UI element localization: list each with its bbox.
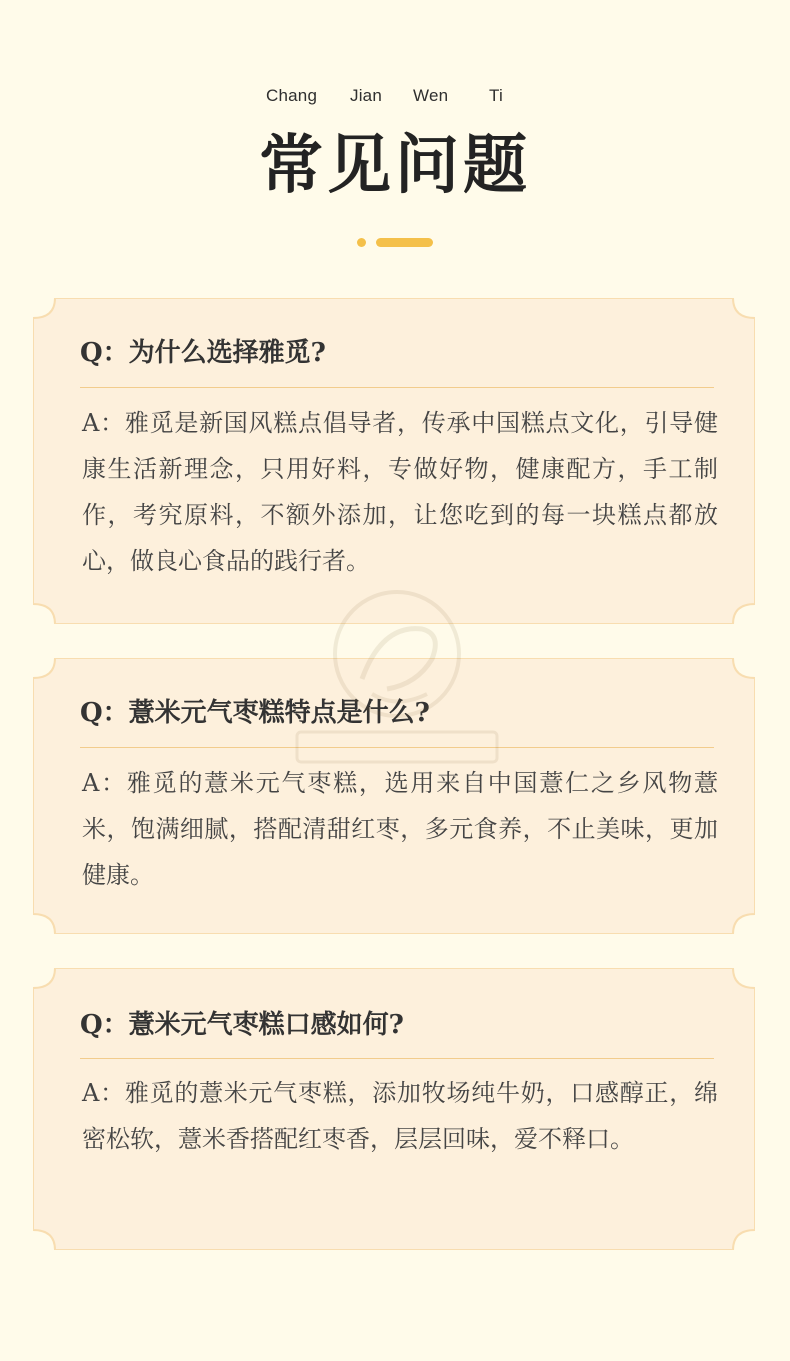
- faq-question: Q：为什么选择雅觅?: [80, 338, 326, 368]
- title-accent-bar-icon: [376, 238, 433, 247]
- faq-answer: A：雅觅是新国风糕点倡导者，传承中国糕点文化，引导健康生活新理念，只用好料，专做好物，健康配方，手工制作，考究原料，不额外添加，让您吃到的每一块糕点都放心，做良心食品的践行者。: [82, 409, 718, 575]
- pinyin-ti: Ti: [489, 86, 503, 105]
- faq-answer: A：雅觅的薏米元气枣糕，选用来自中国薏仁之乡风物薏米，饱满细腻，搭配清甜红枣，多元食养，不止美味，更加健康。: [82, 769, 718, 889]
- pinyin-wen: Wen: [413, 86, 449, 105]
- page-title: 常见问题: [259, 128, 531, 203]
- title-decoration: [357, 238, 437, 248]
- pinyin-jian: Jian: [350, 86, 382, 105]
- title-accent-dot-icon: [357, 238, 366, 247]
- faq-divider: [80, 1058, 714, 1059]
- faq-card: [33, 298, 755, 624]
- faq-question: Q：薏米元气枣糕特点是什么?: [80, 698, 430, 728]
- pinyin-chang: Chang: [266, 86, 318, 105]
- pinyin-row: [0, 84, 790, 108]
- faq-divider: [80, 387, 714, 388]
- faq-question: Q：薏米元气枣糕口感如何?: [80, 1010, 404, 1040]
- watermark-logo-icon: [292, 584, 502, 774]
- faq-card: [33, 968, 755, 1250]
- faq-answer: A：雅觅的薏米元气枣糕，添加牧场纯牛奶，口感醇正，绵密松软，薏米香搭配红枣香，层层回味，爱不释口。: [82, 1079, 718, 1153]
